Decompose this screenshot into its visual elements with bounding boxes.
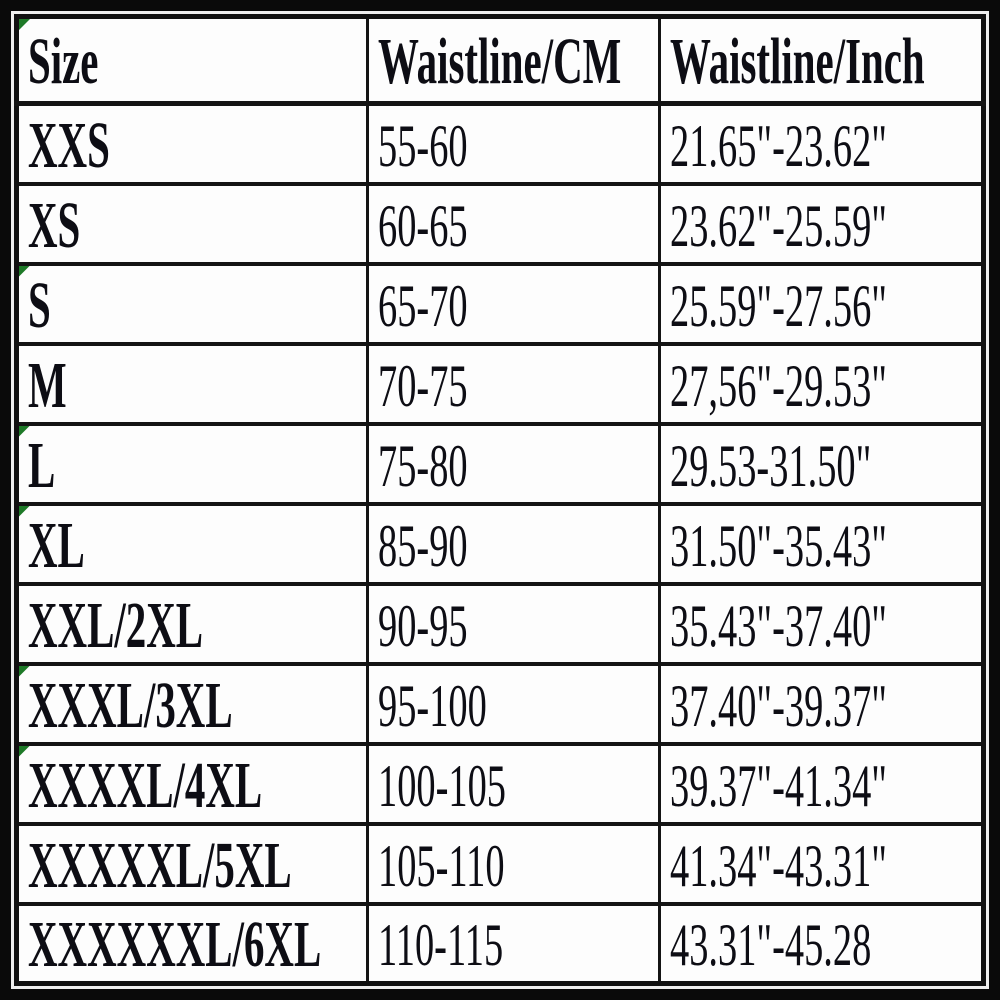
waistline-cm-cell bbox=[368, 264, 660, 344]
waistline-inch-cell bbox=[660, 184, 984, 264]
waistline-inch-cell bbox=[660, 744, 984, 824]
table-row bbox=[17, 264, 984, 344]
waistline-inch-cell bbox=[660, 344, 984, 424]
size-value: XS bbox=[28, 188, 81, 262]
size-header bbox=[17, 17, 368, 104]
inch-value: 21.65"-23.62" bbox=[670, 112, 887, 179]
size-value: XXXXXL/5XL bbox=[28, 828, 292, 902]
cm-value: 90-95 bbox=[378, 592, 468, 659]
size-cell bbox=[17, 824, 368, 904]
table-row bbox=[17, 664, 984, 744]
size-chart-table bbox=[14, 14, 986, 986]
size-header-label: Size bbox=[28, 25, 99, 98]
size-value: M bbox=[28, 348, 67, 422]
cm-value: 75-80 bbox=[378, 432, 468, 499]
size-cell bbox=[17, 184, 368, 264]
waistline-cm-cell bbox=[368, 584, 660, 664]
table-row bbox=[17, 824, 984, 904]
waistline-cm-cell bbox=[368, 904, 660, 984]
cm-value: 105-110 bbox=[378, 832, 505, 899]
cm-value: 85-90 bbox=[378, 512, 468, 579]
waistline-cm-cell bbox=[368, 664, 660, 744]
size-value: XXXXXXL/6XL bbox=[28, 908, 322, 982]
table-row bbox=[17, 504, 984, 584]
size-value: XL bbox=[28, 508, 85, 582]
size-cell bbox=[17, 744, 368, 824]
waistline-cm-cell bbox=[368, 184, 660, 264]
size-value: XXXXL/4XL bbox=[28, 748, 263, 822]
waistline-cm-cell bbox=[368, 824, 660, 904]
cm-value: 65-70 bbox=[378, 272, 468, 339]
waistline-inch-header-label: Waistline/Inch bbox=[670, 25, 925, 98]
waistline-cm-header-label: Waistline/CM bbox=[378, 25, 622, 98]
size-cell bbox=[17, 424, 368, 504]
waistline-cm-header bbox=[368, 17, 660, 104]
table-row bbox=[17, 584, 984, 664]
table-row bbox=[17, 184, 984, 264]
inch-value: 39.37"-41.34" bbox=[670, 752, 887, 819]
waistline-cm-cell bbox=[368, 504, 660, 584]
size-cell bbox=[17, 344, 368, 424]
inch-value: 29.53-31.50" bbox=[670, 432, 872, 499]
size-cell bbox=[17, 584, 368, 664]
cm-value: 110-115 bbox=[378, 912, 504, 979]
waistline-cm-cell bbox=[368, 744, 660, 824]
table-row bbox=[17, 104, 984, 184]
table-row bbox=[17, 904, 984, 984]
waistline-inch-cell bbox=[660, 424, 984, 504]
inch-value: 37.40"-39.37" bbox=[670, 672, 887, 739]
size-value: XXS bbox=[28, 108, 110, 182]
table-row bbox=[17, 424, 984, 504]
size-cell bbox=[17, 104, 368, 184]
header-row bbox=[17, 17, 984, 104]
waistline-inch-cell bbox=[660, 584, 984, 664]
waistline-inch-cell bbox=[660, 104, 984, 184]
waistline-inch-cell bbox=[660, 264, 984, 344]
cm-value: 60-65 bbox=[378, 192, 468, 259]
size-chart-sheet bbox=[11, 11, 989, 989]
inch-value: 41.34"-43.31" bbox=[670, 832, 887, 899]
cm-value: 95-100 bbox=[378, 672, 487, 739]
waistline-inch-cell bbox=[660, 824, 984, 904]
inch-value: 35.43"-37.40" bbox=[670, 592, 887, 659]
waistline-cm-cell bbox=[368, 104, 660, 184]
size-cell bbox=[17, 664, 368, 744]
size-value: XXXL/3XL bbox=[28, 668, 233, 742]
inch-value: 43.31"-45.28 bbox=[670, 912, 872, 979]
table-row bbox=[17, 344, 984, 424]
waistline-inch-cell bbox=[660, 664, 984, 744]
cm-value: 55-60 bbox=[378, 112, 468, 179]
inch-value: 23.62"-25.59" bbox=[670, 192, 887, 259]
size-cell bbox=[17, 504, 368, 584]
cm-value: 100-105 bbox=[378, 752, 507, 819]
inch-value: 25.59"-27.56" bbox=[670, 272, 887, 339]
size-cell bbox=[17, 904, 368, 984]
size-cell bbox=[17, 264, 368, 344]
waistline-inch-cell bbox=[660, 904, 984, 984]
size-value: S bbox=[28, 268, 51, 342]
table-row bbox=[17, 744, 984, 824]
size-value: XXL/2XL bbox=[28, 588, 204, 662]
waistline-cm-cell bbox=[368, 424, 660, 504]
inch-value: 27,56"-29.53" bbox=[670, 352, 887, 419]
waistline-inch-header bbox=[660, 17, 984, 104]
waistline-inch-cell bbox=[660, 504, 984, 584]
cm-value: 70-75 bbox=[378, 352, 468, 419]
size-value: L bbox=[28, 428, 56, 502]
inch-value: 31.50"-35.43" bbox=[670, 512, 887, 579]
waistline-cm-cell bbox=[368, 344, 660, 424]
